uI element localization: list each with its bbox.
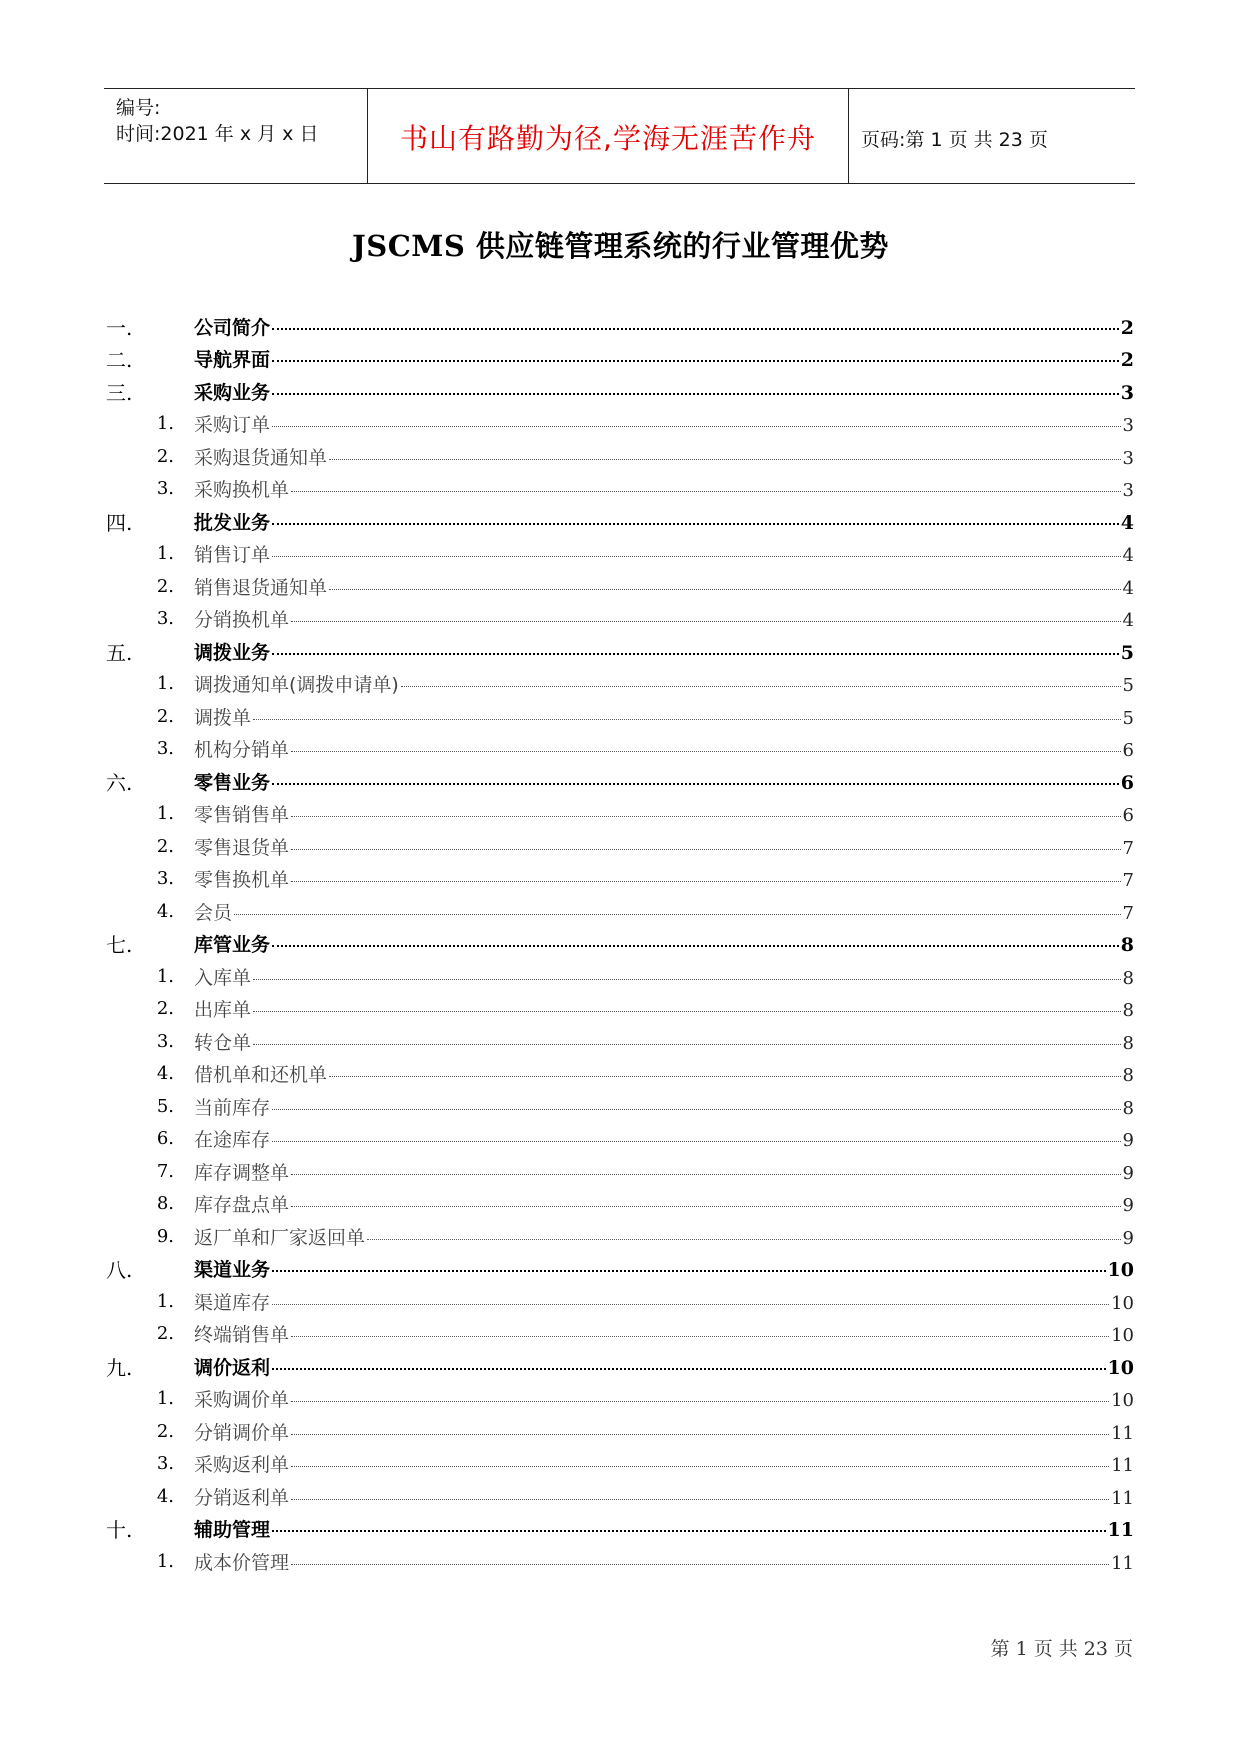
toc-entry-page-number: 3 — [1122, 480, 1134, 502]
toc-dot-leader — [272, 1109, 1121, 1110]
serial-number-label: 编号: — [116, 97, 161, 119]
toc-entry-page-number: 8 — [1120, 934, 1134, 957]
toc-entry-line — [194, 1093, 1134, 1120]
header-motto-cell — [368, 89, 849, 183]
toc-entry-page-number: 2 — [1120, 316, 1134, 339]
header-page-info: 页码:第 1 页 共 23 页 — [861, 129, 1048, 151]
toc-subsection-entry[interactable] — [104, 668, 1134, 701]
toc-entry-line — [194, 1190, 1134, 1217]
toc-entry-line — [194, 1450, 1134, 1477]
toc-dot-leader — [291, 1336, 1109, 1337]
toc-entry-label: 终端销售单 — [194, 1324, 290, 1347]
toc-section-entry[interactable] — [104, 310, 1134, 343]
toc-entry-page-number: 10 — [1107, 1356, 1134, 1379]
toc-entry-label: 调拨单 — [194, 706, 252, 729]
toc-subsection-entry[interactable] — [104, 1025, 1134, 1058]
toc-entry-line — [194, 540, 1134, 567]
toc-entry-label: 销售退货通知单 — [194, 576, 328, 599]
toc-entry-line — [194, 508, 1134, 535]
toc-entry-number: 3. — [156, 608, 174, 630]
toc-entry-label: 借机单和还机单 — [194, 1064, 328, 1087]
toc-entry-label: 采购退货通知单 — [194, 446, 328, 469]
toc-section-entry[interactable] — [104, 375, 1134, 408]
toc-subsection-entry[interactable] — [104, 473, 1134, 506]
toc-entry-page-number: 5 — [1122, 675, 1134, 697]
toc-entry-line — [194, 1515, 1134, 1542]
toc-entry-label: 销售订单 — [194, 544, 271, 567]
toc-entry-page-number: 10 — [1111, 1325, 1134, 1347]
toc-dot-leader — [329, 589, 1121, 590]
table-of-contents — [104, 310, 1134, 1578]
toc-entry-page-number: 3 — [1122, 447, 1134, 469]
toc-entry-label: 公司简介 — [194, 316, 271, 339]
toc-dot-leader — [291, 816, 1121, 817]
toc-entry-number: 3. — [156, 478, 174, 500]
toc-entry-label: 零售销售单 — [194, 804, 290, 827]
toc-dot-leader — [272, 1530, 1106, 1532]
toc-entry-number: 5. — [156, 1095, 174, 1117]
toc-entry-label: 采购订单 — [194, 414, 271, 437]
toc-entry-page-number: 7 — [1122, 837, 1134, 859]
toc-entry-page-number: 11 — [1111, 1552, 1134, 1574]
toc-entry-line — [194, 443, 1134, 470]
toc-entry-page-number: 9 — [1122, 1130, 1134, 1152]
toc-subsection-entry[interactable] — [104, 1285, 1134, 1318]
toc-dot-leader — [291, 491, 1121, 492]
toc-entry-number: 2. — [156, 998, 174, 1020]
toc-entry-page-number: 2 — [1120, 349, 1134, 372]
toc-entry-label: 渠道库存 — [194, 1291, 271, 1314]
toc-entry-page-number: 8 — [1122, 967, 1134, 989]
toc-entry-line — [194, 1288, 1134, 1315]
toc-entry-page-number: 4 — [1122, 545, 1134, 567]
toc-subsection-entry[interactable] — [104, 1058, 1134, 1091]
toc-subsection-entry[interactable] — [104, 1123, 1134, 1156]
header-meta-cell — [104, 89, 368, 183]
toc-entry-number: 9. — [156, 1225, 174, 1247]
toc-entry-label: 出库单 — [194, 999, 252, 1022]
toc-entry-number: 2. — [156, 445, 174, 467]
toc-entry-line — [194, 573, 1134, 600]
toc-entry-line — [194, 1060, 1134, 1087]
toc-section-entry[interactable] — [104, 1350, 1134, 1383]
toc-entry-line — [194, 378, 1134, 405]
toc-entry-number: 1. — [156, 1550, 174, 1572]
toc-entry-line — [194, 1548, 1134, 1575]
toc-subsection-entry[interactable] — [104, 1188, 1134, 1221]
toc-dot-leader — [291, 1434, 1109, 1435]
toc-entry-page-number: 9 — [1122, 1162, 1134, 1184]
toc-entry-page-number: 10 — [1107, 1259, 1134, 1282]
toc-dot-leader — [272, 653, 1119, 655]
toc-entry-label: 当前库存 — [194, 1096, 271, 1119]
toc-entry-page-number: 7 — [1122, 902, 1134, 924]
toc-subsection-entry[interactable] — [104, 960, 1134, 993]
toc-subsection-entry[interactable] — [104, 603, 1134, 636]
header-page-cell — [849, 89, 1135, 183]
toc-section-entry[interactable] — [104, 505, 1134, 538]
toc-dot-leader — [291, 751, 1121, 752]
toc-subsection-entry[interactable] — [104, 700, 1134, 733]
toc-entry-line — [194, 1353, 1134, 1380]
toc-subsection-entry[interactable] — [104, 1415, 1134, 1448]
toc-dot-leader — [253, 979, 1121, 980]
toc-entry-page-number: 6 — [1122, 740, 1134, 762]
toc-entry-number: 4. — [156, 1063, 174, 1085]
toc-subsection-entry[interactable] — [104, 798, 1134, 831]
toc-subsection-entry[interactable] — [104, 895, 1134, 928]
header-motto: 书山有路勤为径,学海无涯苦作舟 — [400, 122, 816, 155]
toc-dot-leader — [272, 393, 1119, 395]
toc-entry-page-number: 11 — [1107, 1519, 1134, 1542]
toc-section-entry[interactable] — [104, 1513, 1134, 1546]
page-footer: 第 1 页 共 23 页 — [990, 1638, 1133, 1660]
toc-entry-label: 零售换机单 — [194, 869, 290, 892]
toc-entry-number: 七. — [106, 933, 133, 958]
toc-entry-line — [194, 605, 1134, 632]
toc-subsection-entry[interactable] — [104, 408, 1134, 441]
toc-dot-leader — [367, 1239, 1121, 1240]
toc-section-entry[interactable] — [104, 765, 1134, 798]
toc-entry-line — [194, 1028, 1134, 1055]
toc-entry-page-number: 5 — [1120, 641, 1134, 664]
toc-entry-label: 采购返利单 — [194, 1454, 290, 1477]
toc-entry-number: 3. — [156, 1030, 174, 1052]
toc-entry-line — [194, 1158, 1134, 1185]
toc-entry-page-number: 8 — [1122, 1065, 1134, 1087]
toc-entry-line — [194, 313, 1134, 340]
toc-entry-number: 2. — [156, 1420, 174, 1442]
toc-subsection-entry[interactable] — [104, 1545, 1134, 1578]
toc-dot-leader — [401, 686, 1121, 687]
time-label: 时间:2021 年 x 月 x 日 — [116, 123, 319, 145]
document-header — [104, 88, 1135, 184]
toc-subsection-entry[interactable] — [104, 1090, 1134, 1123]
toc-entry-line — [194, 995, 1134, 1022]
toc-section-entry[interactable] — [104, 928, 1134, 961]
toc-entry-line — [194, 638, 1134, 665]
toc-entry-label: 零售业务 — [194, 771, 271, 794]
toc-entry-line — [194, 1223, 1134, 1250]
toc-entry-line — [194, 735, 1134, 762]
toc-entry-page-number: 9 — [1122, 1227, 1134, 1249]
toc-subsection-entry[interactable] — [104, 830, 1134, 863]
toc-dot-leader — [291, 1206, 1121, 1207]
toc-subsection-entry[interactable] — [104, 733, 1134, 766]
toc-entry-label: 在途库存 — [194, 1129, 271, 1152]
toc-dot-leader — [272, 783, 1119, 785]
toc-entry-number: 2. — [156, 1323, 174, 1345]
toc-dot-leader — [272, 556, 1121, 557]
toc-entry-number: 六. — [106, 770, 133, 795]
toc-entry-label: 采购调价单 — [194, 1389, 290, 1412]
toc-entry-page-number: 4 — [1120, 511, 1134, 534]
toc-entry-number: 8. — [156, 1193, 174, 1215]
toc-subsection-entry[interactable] — [104, 863, 1134, 896]
toc-entry-page-number: 3 — [1120, 381, 1134, 404]
toc-entry-number: 7. — [156, 1160, 174, 1182]
toc-entry-line — [194, 963, 1134, 990]
toc-entry-line — [194, 475, 1134, 502]
toc-entry-number: 2. — [156, 575, 174, 597]
toc-entry-label: 转仓单 — [194, 1031, 252, 1054]
toc-entry-label: 库存盘点单 — [194, 1194, 290, 1217]
toc-dot-leader — [291, 621, 1121, 622]
toc-entry-label: 批发业务 — [194, 511, 271, 534]
toc-entry-page-number: 9 — [1122, 1195, 1134, 1217]
toc-subsection-entry[interactable] — [104, 1155, 1134, 1188]
toc-entry-page-number: 10 — [1111, 1390, 1134, 1412]
toc-entry-page-number: 4 — [1122, 577, 1134, 599]
toc-entry-label: 导航界面 — [194, 349, 271, 372]
toc-subsection-entry[interactable] — [104, 993, 1134, 1026]
toc-entry-line — [194, 1255, 1134, 1282]
toc-entry-line — [194, 1385, 1134, 1412]
toc-section-entry[interactable] — [104, 1253, 1134, 1286]
toc-dot-leader — [253, 1011, 1121, 1012]
toc-dot-leader — [291, 1466, 1109, 1467]
toc-entry-number: 2. — [156, 835, 174, 857]
toc-entry-number: 九. — [106, 1355, 133, 1380]
toc-dot-leader — [291, 849, 1121, 850]
toc-entry-number: 五. — [106, 640, 133, 665]
toc-entry-line — [194, 1418, 1134, 1445]
toc-entry-label: 分销返利单 — [194, 1486, 290, 1509]
toc-entry-line — [194, 1320, 1134, 1347]
toc-dot-leader — [272, 523, 1119, 525]
toc-dot-leader — [291, 1401, 1109, 1402]
toc-dot-leader — [291, 881, 1121, 882]
toc-entry-label: 辅助管理 — [194, 1519, 271, 1542]
toc-subsection-entry[interactable] — [104, 1318, 1134, 1351]
toc-entry-label: 调价返利 — [194, 1356, 271, 1379]
toc-entry-label: 库存调整单 — [194, 1161, 290, 1184]
toc-entry-number: 1. — [156, 413, 174, 435]
toc-entry-label: 入库单 — [194, 966, 252, 989]
toc-entry-number: 二. — [106, 348, 133, 373]
toc-subsection-entry[interactable] — [104, 1383, 1134, 1416]
toc-dot-leader — [272, 1304, 1109, 1305]
toc-entry-page-number: 6 — [1122, 805, 1134, 827]
toc-entry-line — [194, 703, 1134, 730]
toc-section-entry[interactable] — [104, 635, 1134, 668]
toc-entry-number: 3. — [156, 738, 174, 760]
toc-dot-leader — [272, 1141, 1121, 1142]
toc-entry-page-number: 6 — [1120, 771, 1134, 794]
toc-entry-label: 调拨通知单(调拨申请单) — [194, 674, 399, 697]
toc-entry-label: 会员 — [194, 901, 233, 924]
toc-entry-number: 3. — [156, 868, 174, 890]
toc-entry-label: 分销调价单 — [194, 1421, 290, 1444]
toc-entry-page-number: 5 — [1122, 707, 1134, 729]
toc-entry-number: 1. — [156, 803, 174, 825]
toc-subsection-entry[interactable] — [104, 440, 1134, 473]
toc-entry-number: 一. — [106, 315, 133, 340]
toc-dot-leader — [253, 719, 1121, 720]
toc-dot-leader — [291, 1499, 1109, 1500]
toc-entry-label: 渠道业务 — [194, 1259, 271, 1282]
toc-entry-line — [194, 1483, 1134, 1510]
toc-entry-number: 4. — [156, 900, 174, 922]
toc-entry-line — [194, 345, 1134, 372]
toc-entry-line — [194, 670, 1134, 697]
toc-dot-leader — [272, 328, 1119, 330]
toc-entry-number: 八. — [106, 1258, 133, 1283]
toc-entry-line — [194, 410, 1134, 437]
toc-section-entry[interactable] — [104, 343, 1134, 376]
toc-entry-page-number: 7 — [1122, 870, 1134, 892]
toc-entry-label: 成本价管理 — [194, 1551, 290, 1574]
toc-entry-page-number: 8 — [1122, 1000, 1134, 1022]
toc-dot-leader — [272, 426, 1121, 427]
toc-dot-leader — [234, 914, 1121, 915]
toc-entry-label: 分销换机单 — [194, 609, 290, 632]
toc-entry-label: 库管业务 — [194, 934, 271, 957]
toc-dot-leader — [291, 1174, 1121, 1175]
toc-entry-label: 采购换机单 — [194, 479, 290, 502]
toc-dot-leader — [272, 360, 1119, 362]
toc-entry-line — [194, 833, 1134, 860]
toc-entry-line — [194, 930, 1134, 957]
toc-entry-line — [194, 800, 1134, 827]
toc-entry-line — [194, 865, 1134, 892]
toc-subsection-entry[interactable] — [104, 1448, 1134, 1481]
toc-subsection-entry[interactable] — [104, 570, 1134, 603]
toc-subsection-entry[interactable] — [104, 1220, 1134, 1253]
toc-dot-leader — [272, 1270, 1106, 1272]
toc-entry-page-number: 8 — [1122, 1097, 1134, 1119]
toc-entry-label: 调拨业务 — [194, 641, 271, 664]
toc-dot-leader — [272, 945, 1119, 947]
toc-entry-page-number: 4 — [1122, 610, 1134, 632]
toc-entry-label: 零售退货单 — [194, 836, 290, 859]
toc-dot-leader — [291, 1564, 1109, 1565]
toc-subsection-entry[interactable] — [104, 538, 1134, 571]
toc-entry-number: 1. — [156, 673, 174, 695]
toc-entry-number: 1. — [156, 1290, 174, 1312]
toc-entry-number: 十. — [106, 1518, 133, 1543]
toc-entry-number: 2. — [156, 705, 174, 727]
toc-dot-leader — [329, 459, 1121, 460]
toc-entry-number: 3. — [156, 1453, 174, 1475]
toc-entry-label: 采购业务 — [194, 381, 271, 404]
toc-entry-number: 1. — [156, 543, 174, 565]
toc-subsection-entry[interactable] — [104, 1480, 1134, 1513]
toc-entry-number: 6. — [156, 1128, 174, 1150]
toc-entry-number: 4. — [156, 1485, 174, 1507]
toc-entry-page-number: 11 — [1111, 1422, 1134, 1444]
toc-entry-number: 1. — [156, 1388, 174, 1410]
toc-entry-page-number: 11 — [1111, 1487, 1134, 1509]
toc-entry-page-number: 8 — [1122, 1032, 1134, 1054]
toc-entry-line — [194, 768, 1134, 795]
toc-entry-page-number: 11 — [1111, 1455, 1134, 1477]
toc-entry-number: 四. — [106, 510, 133, 535]
toc-entry-number: 1. — [156, 965, 174, 987]
toc-entry-line — [194, 1125, 1134, 1152]
toc-entry-number: 三. — [106, 380, 133, 405]
toc-dot-leader — [253, 1044, 1121, 1045]
document-title: JSCMS 供应链管理系统的行业管理优势 — [352, 229, 889, 263]
toc-dot-leader — [272, 1368, 1106, 1370]
toc-entry-page-number: 10 — [1111, 1292, 1134, 1314]
toc-entry-label: 机构分销单 — [194, 739, 290, 762]
toc-dot-leader — [329, 1076, 1121, 1077]
toc-entry-line — [194, 898, 1134, 925]
toc-entry-label: 返厂单和厂家返回单 — [194, 1226, 366, 1249]
toc-entry-page-number: 3 — [1122, 415, 1134, 437]
